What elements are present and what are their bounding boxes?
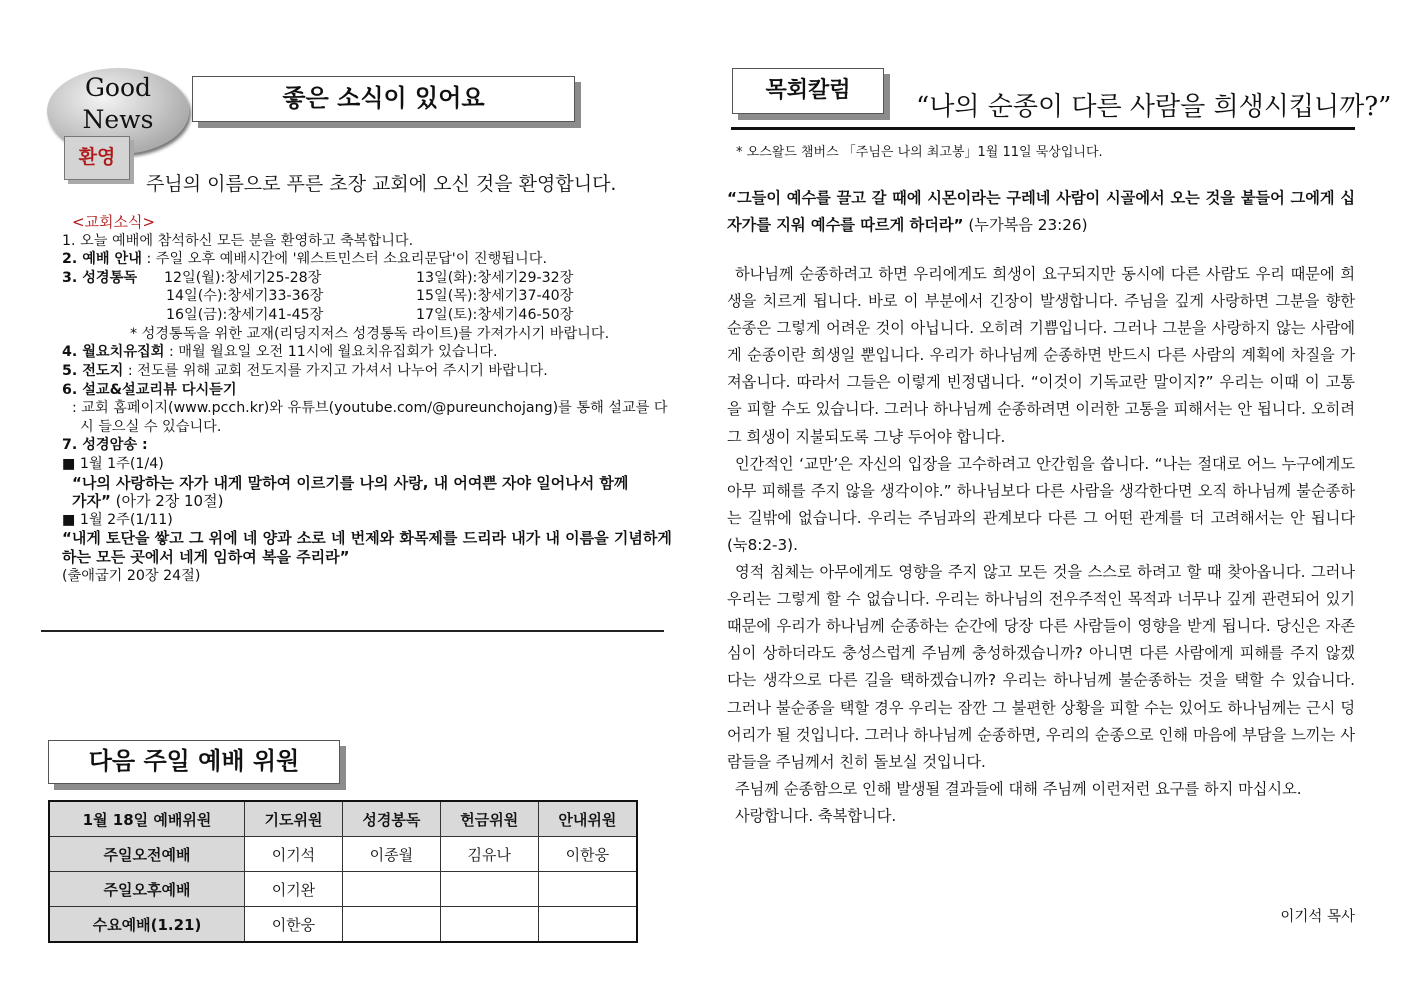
memory-verse-week1-label: ■ 1월 1주(1/4) bbox=[62, 455, 164, 472]
logo-line-2: News bbox=[82, 105, 154, 134]
reading-note: * 성경통독을 위한 교재(리딩지저스 성경통독 라이트)를 가져가시기 바랍니다. bbox=[130, 325, 610, 342]
table-cell: 이한웅 bbox=[245, 907, 343, 943]
column-paragraph: 주님께 순종함으로 인해 발생될 결과들에 대해 주님께 이런저런 요구를 하지 마십시오. bbox=[735, 779, 1302, 798]
reading-day: 14일(수):창세기33-36장 bbox=[166, 288, 324, 305]
column-source: * 오스왈드 챔버스 「주님은 나의 최고봉」1월 11일 묵상입니다. bbox=[736, 145, 1103, 160]
news-item-6 bbox=[62, 381, 672, 400]
news-item-5-text: : 전도를 위해 교회 전도지를 가지고 가셔서 나누어 주시기 바랍니다. bbox=[123, 362, 548, 379]
table-cell bbox=[440, 872, 538, 907]
news-item-5-label: 5. 전도지 bbox=[62, 362, 124, 379]
news-item-5 bbox=[62, 362, 672, 381]
reading-day: 12일(월):창세기25-28장 bbox=[164, 269, 322, 286]
table-row-label: 주일오전예배 bbox=[49, 837, 245, 872]
column-label: 목회칼럼 bbox=[732, 68, 884, 114]
table-header-cell: 헌금위원 bbox=[440, 801, 538, 837]
news-item-6-text: : 교회 홈페이지(www.pcch.kr)와 유튜브(youtube.com/@pureunchojang)를 통해 설교를 다시 들으실 수 있습니다. bbox=[72, 400, 668, 435]
table-header-cell: 1월 18일 예배위원 bbox=[49, 801, 245, 837]
column-paragraph: 하나님께 순종하려고 하면 우리에게도 희생이 요구되지만 동시에 다른 사람도 우리 때문에 희생을 치르게 됩니다. 바로 이 부분에서 긴장이 발생합니다. 주님을 깊게 사랑하면 그분을 향한 순종은 그렇게 어려운 것이 아닙니다. 오히려 기쁨입니다. 그러나 그분을 사랑하지 않는 사람에게 순종이란 희생일 뿐입니다. 우리가 하나님께 순종하면 반드시 다른 사람의 계획에 차질을 가져옵니다. 따라서 그들은 이렇게 빈정댑니다. “이것이 기독교란 말이지?” 우리는 이때 이 고통을 피할 수도 있습니다. 그러나 하나님께 순종하려면 이러한 고통을 피해서는 안 됩니다. 오히려 그 희생이 지불되도록 그냥 두어야 합니다. bbox=[727, 265, 1355, 446]
reading-day: 13일(화):창세기29-32장 bbox=[416, 269, 574, 286]
memory-verse-week2-text: “내게 토단을 쌓고 그 위에 네 양과 소로 네 번제와 화목제를 드리라 내가 내 이름을 기념하게 하는 모든 곳에서 네게 임하여 복을 주리라” bbox=[62, 529, 672, 566]
table-cell: 이종월 bbox=[342, 837, 440, 872]
section-divider bbox=[41, 630, 664, 632]
welcome-tag: 환영 bbox=[64, 136, 130, 180]
welcome-message: 주님의 이름으로 푸른 초장 교회에 오신 것을 환영합니다. bbox=[146, 173, 617, 195]
news-item-3 bbox=[62, 269, 672, 325]
duty-section-title: 다음 주일 예배 위원 bbox=[48, 740, 340, 784]
table-row bbox=[49, 872, 637, 907]
scripture-quote bbox=[727, 185, 1355, 239]
column-body bbox=[727, 261, 1355, 830]
table-cell bbox=[342, 907, 440, 943]
table-header-cell: 안내위원 bbox=[538, 801, 637, 837]
scripture-quote-ref: (누가복음 23:26) bbox=[963, 216, 1088, 234]
table-row bbox=[49, 837, 637, 872]
column-paragraph: 인간적인 ‘교만’은 자신의 입장을 고수하려고 안간힘을 씁니다. “나는 절대로 어느 누구에게도 아무 피해를 주지 않을 생각이야.” 하나님보다 다른 사람을 생각한다면 오직 하나님께 불순종하는 길밖에 없습니다. 우리는 주님과의 관계보다 다른 그 어떤 관계를 더 고려해서는 안 됩니다(눅8:2-3). bbox=[727, 454, 1355, 554]
news-item-4-label: 4. 월요치유집회 bbox=[62, 344, 165, 361]
column-paragraph: 영적 침체는 아무에게도 영향을 주지 않고 모든 것을 스스로 하려고 할 때 찾아옵니다. 그러나 우리는 그렇게 할 수 없습니다. 우리는 하나님의 전우주적인 목적과 너무나 깊게 관련되어 있기 때문에 우리가 하나님께 순종하는 순간에 당장 다른 사람들이 영향을 받게 됩니다. 당신은 자존심이 상하더라도 충성스럽게 주님께 충성하겠습니까? 아니면 다른 사람에게 피해를 주지 않겠다는 생각으로 다른 길을 택하겠습니까? 우리는 하나님께 불순종하는 것을 택할 수 있습니다. 그러나 불순종을 택할 경우 우리는 잠깐 그 불편한 상황을 피할 수는 있어도 하나님께는 근시 덩어리가 될 것입니다. 그러나 하나님께 순종하면, 우리의 순종으로 인해 마음에 부담을 느끼는 사람들을 주님께서 친히 돌보실 것입니다. bbox=[727, 563, 1355, 771]
table-cell bbox=[538, 907, 637, 943]
memory-verse-week1 bbox=[62, 474, 672, 511]
table-header-cell: 성경봉독 bbox=[342, 801, 440, 837]
column-paragraph: 사랑합니다. 축복합니다. bbox=[735, 806, 897, 825]
news-item-2-text: : 주일 오후 예배시간에 '웨스트민스터 소요리문답'이 진행됩니다. bbox=[141, 251, 547, 268]
table-cell: 이기석 bbox=[245, 837, 343, 872]
church-news-heading: <교회소식> bbox=[72, 213, 156, 231]
logo-line-1: Good bbox=[84, 73, 152, 102]
reading-day: 16일(금):창세기41-45장 bbox=[166, 306, 324, 323]
news-item-3-label: 3. 성경통독 bbox=[62, 269, 138, 286]
duty-table-header bbox=[49, 801, 637, 837]
church-news bbox=[62, 213, 672, 585]
memory-verse-week1-ref: (아가 2장 10절) bbox=[110, 492, 224, 511]
scripture-quote-text: “그들이 예수를 끌고 갈 때에 시몬이라는 구레네 사람이 시골에서 오는 것을 붙들어 그에게 십자가를 지워 예수를 따르게 하더라” bbox=[727, 189, 1355, 234]
news-item-6-label: 6. 설교&설교리뷰 다시듣기 bbox=[62, 381, 237, 398]
news-item-2 bbox=[62, 250, 672, 269]
reading-day: 17일(토):창세기46-50장 bbox=[416, 306, 574, 323]
table-cell: 김유나 bbox=[440, 837, 538, 872]
table-cell: 이기완 bbox=[245, 872, 343, 907]
table-row-label: 수요예배(1.21) bbox=[49, 907, 245, 943]
memory-verse-week1-text: “나의 사랑하는 자가 내게 말하여 이르기를 나의 사랑, 내 어여쁜 자야 일어나서 함께 가자” bbox=[72, 473, 629, 511]
memory-verse-week2-label: ■ 1월 2주(1/11) bbox=[62, 511, 173, 528]
news-item-4 bbox=[62, 343, 672, 362]
table-header-cell: 기도위원 bbox=[245, 801, 343, 837]
table-cell bbox=[342, 872, 440, 907]
author-signature: 이기석 목사 bbox=[1280, 909, 1355, 925]
news-item-7-label: 7. 성경암송 : bbox=[62, 437, 148, 454]
news-item-7 bbox=[62, 436, 672, 455]
table-cell bbox=[440, 907, 538, 943]
duty-table bbox=[48, 800, 638, 943]
news-item-2-label: 2. 예배 안내 bbox=[62, 251, 142, 268]
news-item-1: 1. 오늘 예배에 참석하신 모든 분을 환영하고 축복합니다. bbox=[62, 232, 414, 249]
table-cell: 이한웅 bbox=[538, 837, 637, 872]
table-row-label: 주일오후예배 bbox=[49, 872, 245, 907]
news-item-4-text: : 매월 월요일 오전 11시에 월요치유집회가 있습니다. bbox=[164, 344, 498, 361]
section-title-good-news: 좋은 소식이 있어요 bbox=[192, 76, 575, 122]
headline-rule bbox=[731, 127, 1355, 130]
reading-day: 15일(목):창세기37-40장 bbox=[416, 288, 574, 305]
memory-verse-week2-ref: (출애굽기 20장 24절) bbox=[62, 567, 201, 584]
table-cell bbox=[538, 872, 637, 907]
table-row bbox=[49, 907, 637, 943]
column-headline: “나의 순종이 다른 사람을 희생시킵니까?” bbox=[916, 92, 1392, 122]
